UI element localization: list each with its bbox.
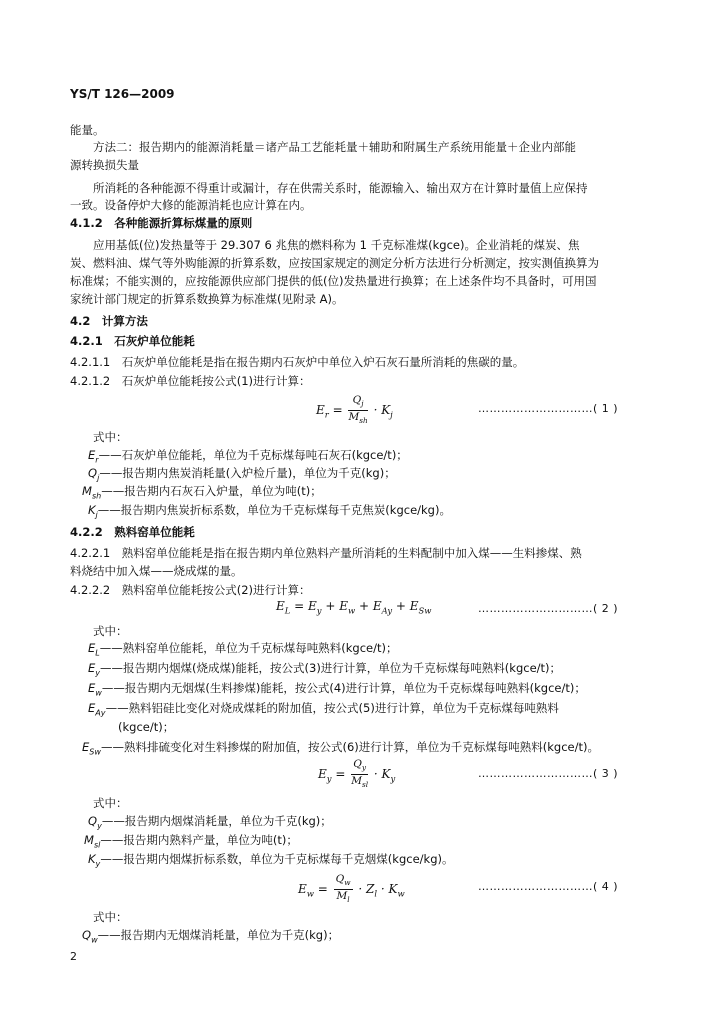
text-line: 料烧结中加入煤——烧成煤的量。	[70, 564, 243, 578]
text-line: 家统计部门规定的折算系数换算为标准煤(见附录 A)。	[70, 292, 344, 306]
equation-2: $E_L = E_y + E_w + E_{Ay} + E_{Sw}$	[276, 599, 432, 616]
variable-definition: $E_{Ay}——$熟料铝硅比变化对烧成煤耗的附加值，按公式(5)进行计算，单位为千克标煤每吨熟料	[88, 701, 559, 718]
variable-definition: $K_j——$报告期内焦炭折标系数，单位为千克标煤每千克焦炭(kgce/kg)。	[88, 503, 451, 520]
text-line: 炭、燃料油、煤气等外购能源的折算系数，应按国家规定的测定分析方法进行分析测定，按实测值换算为	[70, 256, 599, 270]
variable-definition: $Q_y——$报告期内烟煤消耗量，单位为千克(kg)；	[88, 814, 332, 831]
variable-definition: $Q_j——$报告期内焦炭消耗量(入炉检斤量)，单位为千克(kg)；	[88, 466, 396, 483]
section-heading: 4.1.2 各种能源折算标煤量的原则	[70, 216, 253, 230]
where-label: 式中：	[93, 624, 128, 638]
variable-definition: $K_y——$报告期内烟煤折标系数，单位为千克标煤每千克烟煤(kgce/kg)。	[88, 852, 454, 869]
text-line: 应用基低(位)发热量等于 29.307 6 兆焦的燃料称为 1 千克标准煤(kgce)。企业消耗的煤炭、焦	[93, 238, 580, 252]
text-line: 4.2.2.2 熟料窑单位能耗按公式(2)进行计算：	[70, 583, 311, 597]
variable-definition: $E_r——$石灰炉单位能耗，单位为千克标煤每吨石灰石(kgce/t)；	[88, 448, 408, 465]
equation-3: $E_y$ = $\frac{Q_y}{M_{sl}}$ · $K_y$	[318, 758, 396, 790]
standard-code-header: YS/T 126—2009	[70, 87, 175, 101]
equation-4: $E_w$ = $\frac{Q_w}{M_l}$ · $Z_l \cdot K_w$	[298, 873, 405, 905]
variable-definition: $E_L——$熟料窑单位能耗，单位为千克标煤每吨熟料(kgce/t)；	[88, 641, 398, 658]
section-heading: 4.2 计算方法	[70, 314, 148, 328]
section-heading: 4.2.2 熟料窑单位能耗	[70, 525, 195, 539]
text-line: 4.2.1.1 石灰炉单位能耗是指在报告期内石灰炉中单位入炉石灰石量所消耗的焦碳的量。	[70, 355, 525, 369]
variable-definition: $M_{sh}——$报告期内石灰石入炉量，单位为吨(t)；	[82, 484, 322, 501]
text-line: 标准煤；不能实测的，应按能源供应部门提供的低(位)发热量进行换算；在上述条件均不具备时，可用国	[70, 274, 597, 288]
text-line: 所消耗的各种能源不得重计或漏计，存在供需关系时，能源输入、输出双方在计算时量值上应保持	[93, 181, 588, 195]
variable-definition: $Q_w——$报告期内无烟煤消耗量，单位为千克(kg)；	[82, 928, 340, 945]
variable-definition: $E_w——$报告期内无烟煤(生料掺煤)能耗，按公式(4)进行计算，单位为千克标煤每吨熟料(kgce/t)；	[88, 681, 586, 698]
equation-number-3: …………………………( 3 )	[478, 767, 619, 780]
equation-number-1: …………………………( 1 )	[478, 402, 619, 415]
where-label: 式中：	[93, 910, 128, 924]
page-number: 2	[70, 950, 77, 963]
where-label: 式中：	[93, 796, 128, 810]
text-line: 4.2.1.2 石灰炉单位能耗按公式(1)进行计算：	[70, 374, 311, 388]
text-line: 能量。	[70, 123, 105, 137]
text-line: 一致。设备停炉大修的能源消耗也应计算在内。	[70, 198, 312, 212]
variable-definition: $E_y——$报告期内烟煤(烧成煤)能耗，按公式(3)进行计算，单位为千克标煤每吨熟料(kgce/t)；	[88, 661, 562, 678]
equation-number-2: …………………………( 2 )	[478, 602, 619, 615]
text-line: (kgce/t)；	[118, 720, 175, 734]
section-heading: 4.2.1 石灰炉单位能耗	[70, 334, 195, 348]
variable-definition: $M_{sl}——$报告期内熟料产量，单位为吨(t)；	[84, 833, 298, 850]
where-label: 式中：	[93, 430, 128, 444]
variable-definition: $E_{Sw}——$熟料排硫变化对生料掺煤的附加值，按公式(6)进行计算，单位为千克标煤每吨熟料(kgce/t)。	[82, 740, 599, 757]
text-line: 方法二：报告期内的能源消耗量＝诸产品工艺能耗量＋辅助和附属生产系统用能量＋企业内部能	[93, 140, 576, 154]
text-line: 4.2.2.1 熟料窑单位能耗是指在报告期内单位熟料产量所消耗的生料配制中加入煤——生料掺煤、熟	[70, 546, 582, 560]
text-line: 源转换损失量	[70, 158, 139, 172]
equation-1: $E_r$ = $\frac{Q_j}{M_{sh}}$ · $K_j$	[316, 394, 393, 426]
equation-number-4: …………………………( 4 )	[478, 880, 619, 893]
